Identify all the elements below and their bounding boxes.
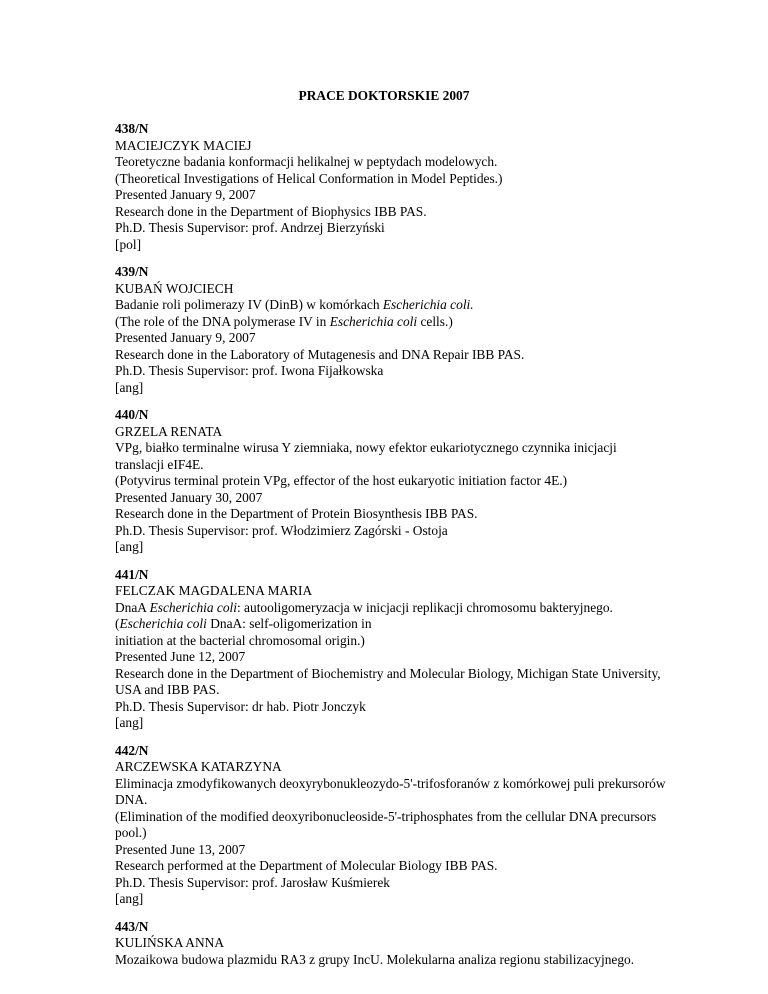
entry-title-pl: Badanie roli polimerazy IV (DinB) w komórkach Escherichia coli. [115,297,474,312]
entry-number: 443/N [115,918,149,934]
entry-title-pl: Eliminacja zmodyfikowanych deoxyrybonukleozydo-5'-trifosforanów z komórkowej puli prekursorów [115,775,666,791]
thesis-entry [115,919,715,969]
entry-research: Research done in the Department of Biophysics IBB PAS. [115,203,427,219]
entry-supervisor: Ph.D. Thesis Supervisor: prof. Iwona Fijałkowska [115,363,384,378]
entry-title-pl: Teoretyczne badania konformacji helikalnej w peptydach modelowych. [115,154,498,169]
entry-author: ARCZEWSKA KATARZYNA [115,759,282,774]
entry-author: GRZELA RENATA [115,423,223,439]
entry-language: [ang] [115,891,144,906]
entry-author: MACIEJCZYK MACIEJ [115,137,252,153]
entry-number: 442/N [115,742,149,758]
entry-presented: Presented January 9, 2007 [115,187,256,202]
thesis-entry [115,567,715,732]
entry-research: Research performed at the Department of Molecular Biology IBB PAS. [115,858,498,873]
entry-author: FELCZAK MAGDALENA MARIA [115,583,313,598]
entry-title-en: (The role of the DNA polymerase IV in Escherichia coli cells.) [115,313,453,329]
entry-number: 438/N [115,121,149,136]
thesis-entry [115,407,715,556]
entry-title-en: (Potyvirus terminal protein VPg, effector of the host eukaryotic initiation factor 4E.) [115,473,568,488]
entry-supervisor: Ph.D. Thesis Supervisor: dr hab. Piotr Jonczyk [115,698,366,714]
entry-author: KUBAŃ WOJCIECH [115,280,234,296]
thesis-entry [115,121,715,253]
entry-supervisor: Ph.D. Thesis Supervisor: prof. Andrzej Bierzyński [115,220,385,235]
entry-title-en: (Escherichia coli DnaA: self-oligomerization in [115,616,372,631]
entry-research: Research done in the Department of Biochemistry and Molecular Biology, Michigan State University, [115,665,661,681]
entry-language: [ang] [115,539,144,554]
entry-presented: Presented January 9, 2007 [115,330,256,345]
entry-title-en-cont: pool.) [115,825,147,840]
entry-number: 441/N [115,566,149,582]
entry-number: 439/N [115,264,149,279]
thesis-entry [115,264,715,396]
entry-title-en: (Elimination of the modified deoxyribonucleoside-5'-triphosphates from the cellular DNA precursors [115,808,657,824]
entry-number: 440/N [115,407,149,422]
entry-language: [ang] [115,379,144,395]
entry-title-pl: VPg, białko terminalne wirusa Y ziemniaka, nowy efektor eukariotycznego czynnika inicjacji [115,440,617,455]
entry-presented: Presented June 12, 2007 [115,649,246,664]
page-title: PRACE DOKTORSKIE 2007 [298,88,470,103]
entry-research: Research done in the Department of Protein Biosynthesis IBB PAS. [115,506,478,521]
entry-presented: Presented January 30, 2007 [115,489,263,505]
thesis-entry [115,743,715,908]
entry-title-pl: Mozaikowa budowa plazmidu RA3 z grupy IncU. Molekularna analiza regionu stabilizacyjnego. [115,951,635,967]
thesis-list [115,121,715,979]
entry-title-pl-cont: DNA. [115,792,148,807]
entry-title-pl-cont: translacji eIF4E. [115,456,204,472]
entry-research-cont: USA and IBB PAS. [115,682,220,697]
entry-language: [ang] [115,715,144,730]
entry-title-en: (Theoretical Investigations of Helical Conformation in Model Peptides.) [115,170,503,186]
entry-title-en-cont: initiation at the bacterial chromosomal origin.) [115,632,365,648]
entry-supervisor: Ph.D. Thesis Supervisor: prof. Włodzimierz Zagórski - Ostoja [115,522,448,538]
entry-title-pl: DnaA Escherichia coli: autooligomeryzacja w inicjacji replikacji chromosomu bakteryjnego. [115,599,613,615]
entry-supervisor: Ph.D. Thesis Supervisor: prof. Jarosław Kuśmierek [115,874,390,890]
entry-language: [pol] [115,236,142,252]
entry-presented: Presented June 13, 2007 [115,841,246,857]
entry-author: KULIŃSKA ANNA [115,935,224,950]
entry-research: Research done in the Laboratory of Mutagenesis and DNA Repair IBB PAS. [115,346,525,362]
